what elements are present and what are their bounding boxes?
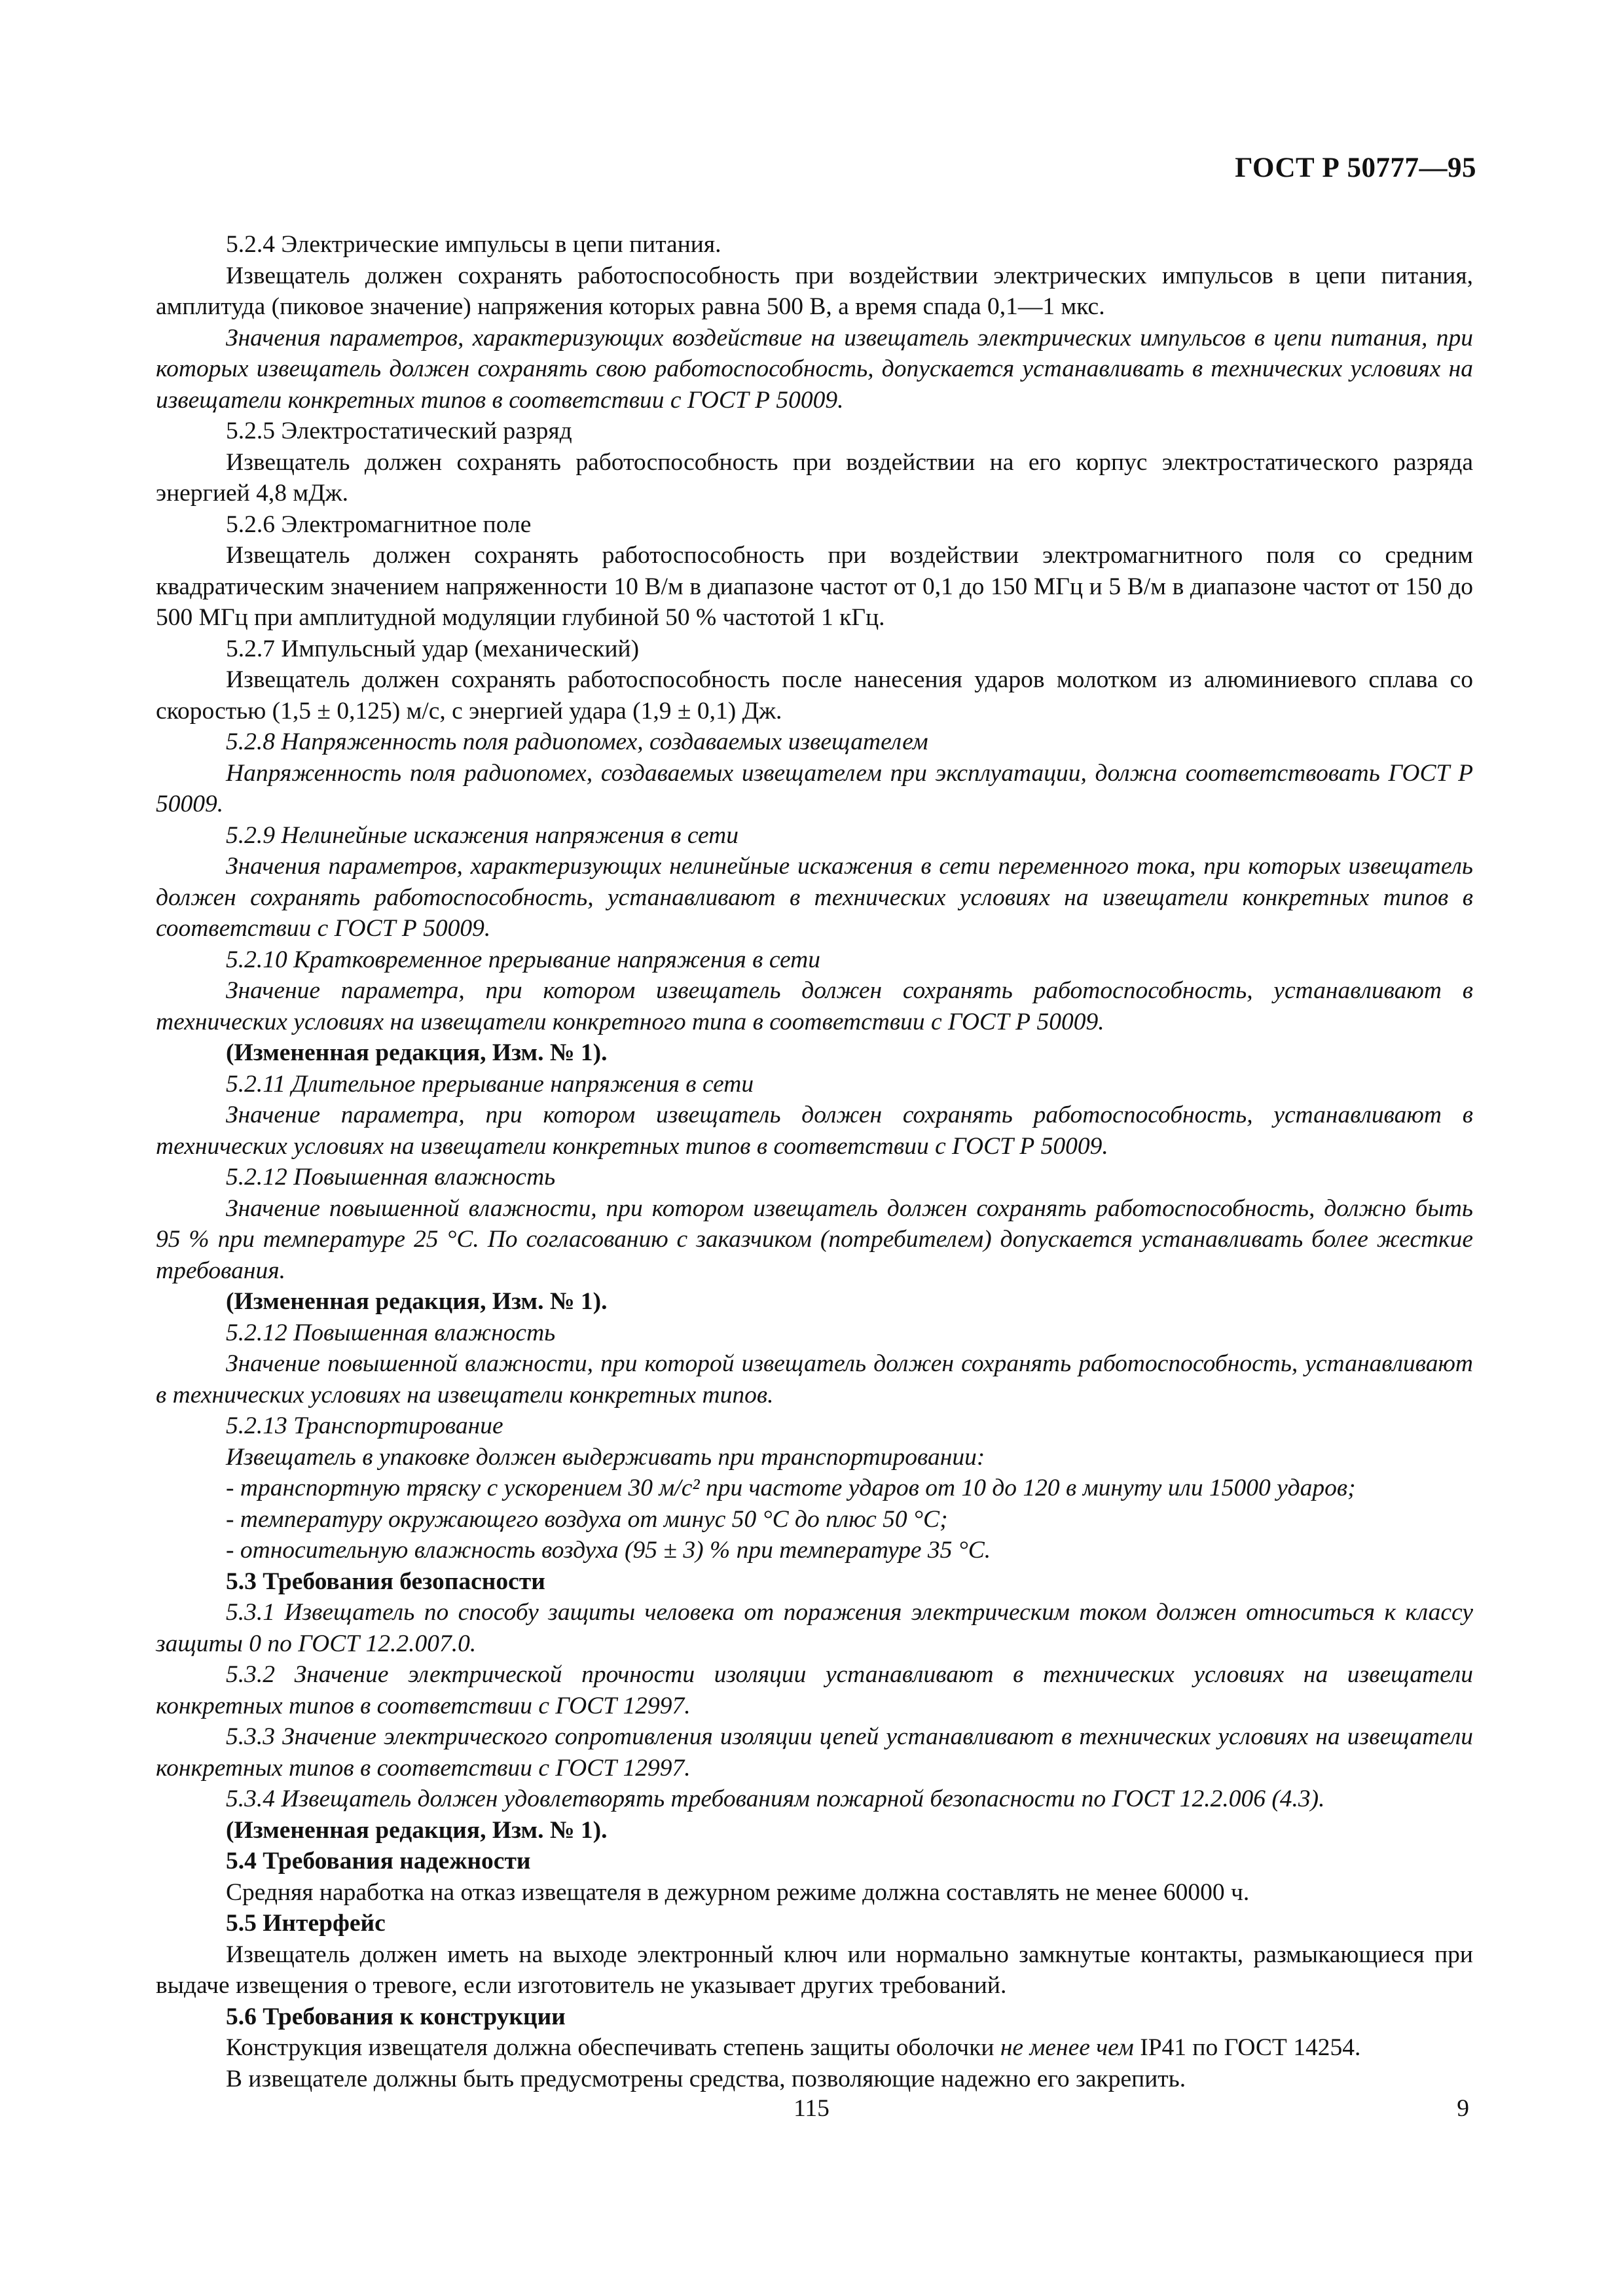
section-heading: 5.4 Требования надежности xyxy=(226,1848,531,1874)
body-paragraph: 5.3.1 Извещатель по способу защиты человека от поражения электрическим током должен относиться к классу защиты 0 по ГОСТ 12.2.007.0. xyxy=(156,1599,1473,1657)
section-heading: 5.5 Интерфейс xyxy=(226,1910,386,1937)
construction-text-after: IP41 по ГОСТ 14254. xyxy=(1133,2034,1361,2061)
section-heading: 5.2.7 Импульсный удар (механический) xyxy=(226,635,640,662)
section-heading: 5.2.6 Электромагнитное поле xyxy=(226,511,532,538)
construction-emphasis: не менее чем xyxy=(1000,2034,1134,2061)
body-paragraph: Извещатель в упаковке должен выдерживать при транспортировании: xyxy=(226,1443,985,1471)
body-paragraph: Средняя наработка на отказ извещателя в дежурном режиме должна составлять не менее 60000 ч. xyxy=(226,1878,1250,1906)
footer-center-number: 115 xyxy=(793,2095,830,2122)
body-paragraph: Значения параметров, характеризующих нелинейные искажения в сети переменного тока, при которых извещатель должен сохранять работоспособность, устанавливают в технических условиях на извещатели конкретных типов в соответствии с ГОСТ Р 50009. xyxy=(156,853,1473,942)
body-paragraph: Извещатель должен сохранять работоспособность при воздействии электрических импульсов в цепи питания, амплитуда (пиковое значение) напряжения которых равна 500 В, а время спада 0,1—1 мкс. xyxy=(156,262,1473,320)
page-number: 9 xyxy=(1457,2095,1469,2122)
section-heading: 5.2.13 Транспортирование xyxy=(226,1412,503,1439)
section-heading: 5.2.11 Длительное прерывание напряжения в сети xyxy=(226,1070,754,1098)
amendment-note: (Измененная редакция, Изм. № 1). xyxy=(226,1816,608,1844)
section-heading: 5.3 Требования безопасности xyxy=(226,1568,545,1595)
section-heading: 5.2.9 Нелинейные искажения напряжения в сети xyxy=(226,821,739,849)
body-paragraph: Значение параметра, при котором извещатель должен сохранять работоспособность, устанавливают в технических условиях на извещатели конкретных типов в соответствии с ГОСТ Р 50009. xyxy=(156,1102,1473,1160)
amendment-note: (Измененная редакция, Изм. № 1). xyxy=(226,1288,608,1315)
section-heading: 5.2.12 Повышенная влажность xyxy=(226,1164,556,1191)
body-paragraph: Значение повышенной влажности, при которой извещатель должен сохранять работоспособность, устанавливают в технических условиях на извещатели конкретных типов. xyxy=(156,1350,1473,1408)
body-paragraph: Извещатель должен иметь на выходе электронный ключ или нормально замкнутые контакты, размыкающиеся при выдаче извещения о тревоге, если изготовитель не указывает других требований. xyxy=(156,1941,1473,1999)
list-item: - транспортную тряску с ускорением 30 м/с² при частоте ударов от 10 до 120 в минуту или 15000 ударов; xyxy=(226,1475,1356,1501)
construction-text-before: Конструкция извещателя должна обеспечивать степень защиты оболочки xyxy=(226,2034,1000,2061)
body-paragraph: Значение параметра, при котором извещатель должен сохранять работоспособность, устанавливают в технических условиях на извещатели конкретного типа в соответствии с ГОСТ Р 50009. xyxy=(156,977,1473,1035)
section-heading: 5.6 Требования к конструкции xyxy=(226,2003,566,2030)
section-heading: 5.2.4 Электрические импульсы в цепи питания. xyxy=(226,231,721,258)
section-heading: 5.2.10 Кратковременное прерывание напряжения в сети xyxy=(226,946,820,973)
body-paragraph xyxy=(156,2032,1473,2064)
body-paragraph: Извещатель должен сохранять работоспособность при воздействии электромагнитного поля со средним квадратическим значением напряженности 10 В/м в диапазоне частот от 0,1 до 150 МГц и 5 В/м в диапазоне частот от 150 до 500 МГц при амплитудной модуляции глубиной 50 % частотой 1 кГц. xyxy=(156,542,1473,631)
body-paragraph: Значение повышенной влажности, при котором извещатель должен сохранять работоспособность, должно быть 95 % при температуре 25 °С. По согласованию с заказчиком (потребителем) допускается устанавливать более жесткие требования. xyxy=(156,1194,1473,1284)
body-paragraph: Извещатель должен сохранять работоспособность при воздействии на его корпус электростатического разряда энергией 4,8 мДж. xyxy=(156,448,1473,507)
body-paragraph: Извещатель должен сохранять работоспособность после нанесения ударов молотком из алюминиевого сплава со скоростью (1,5 ± 0,125) м/с, с энергией удара (1,9 ± 0,1) Дж. xyxy=(156,666,1473,725)
document-code: ГОСТ Р 50777—95 xyxy=(1235,152,1476,183)
list-item: - относительную влажность воздуха (95 ± 3) % при температуре 35 °С. xyxy=(226,1537,991,1564)
section-heading: 5.2.8 Напряженность поля радиопомех, создаваемых извещателем xyxy=(226,728,928,755)
body-paragraph: Напряженность поля радиопомех, создаваемых извещателем при эксплуатации, должна соответствовать ГОСТ Р 50009. xyxy=(156,759,1473,817)
body-paragraph: 5.3.2 Значение электрической прочности изоляции устанавливают в технических условиях на извещатели конкретных типов в соответствии с ГОСТ 12997. xyxy=(156,1661,1473,1719)
amendment-note: (Измененная редакция, Изм. № 1). xyxy=(226,1039,608,1066)
section-heading: 5.2.12 Повышенная влажность xyxy=(226,1319,556,1346)
body-paragraph: Значения параметров, характеризующих воздействие на извещатель электрических импульсов в цепи питания, при которых извещатель должен сохранять свою работоспособность, допускается устанавливать в технических условиях на извещатели конкретных типов в соответствии с ГОСТ Р 50009. xyxy=(156,324,1473,414)
body-paragraph: 5.3.3 Значение электрического сопротивления изоляции цепей устанавливают в технических условиях на извещатели конкретных типов в соответствии с ГОСТ 12997. xyxy=(156,1723,1473,1782)
list-item: - температуру окружающего воздуха от минус 50 °С до плюс 50 °С; xyxy=(226,1505,948,1533)
document-body xyxy=(156,229,1473,2094)
body-paragraph: 5.3.4 Извещатель должен удовлетворять требованиям пожарной безопасности по ГОСТ 12.2.006 (4.3). xyxy=(226,1785,1325,1812)
body-paragraph: В извещателе должны быть предусмотрены средства, позволяющие надежно его закрепить. xyxy=(226,2065,1186,2092)
section-heading: 5.2.5 Электростатический разряд xyxy=(226,418,572,444)
